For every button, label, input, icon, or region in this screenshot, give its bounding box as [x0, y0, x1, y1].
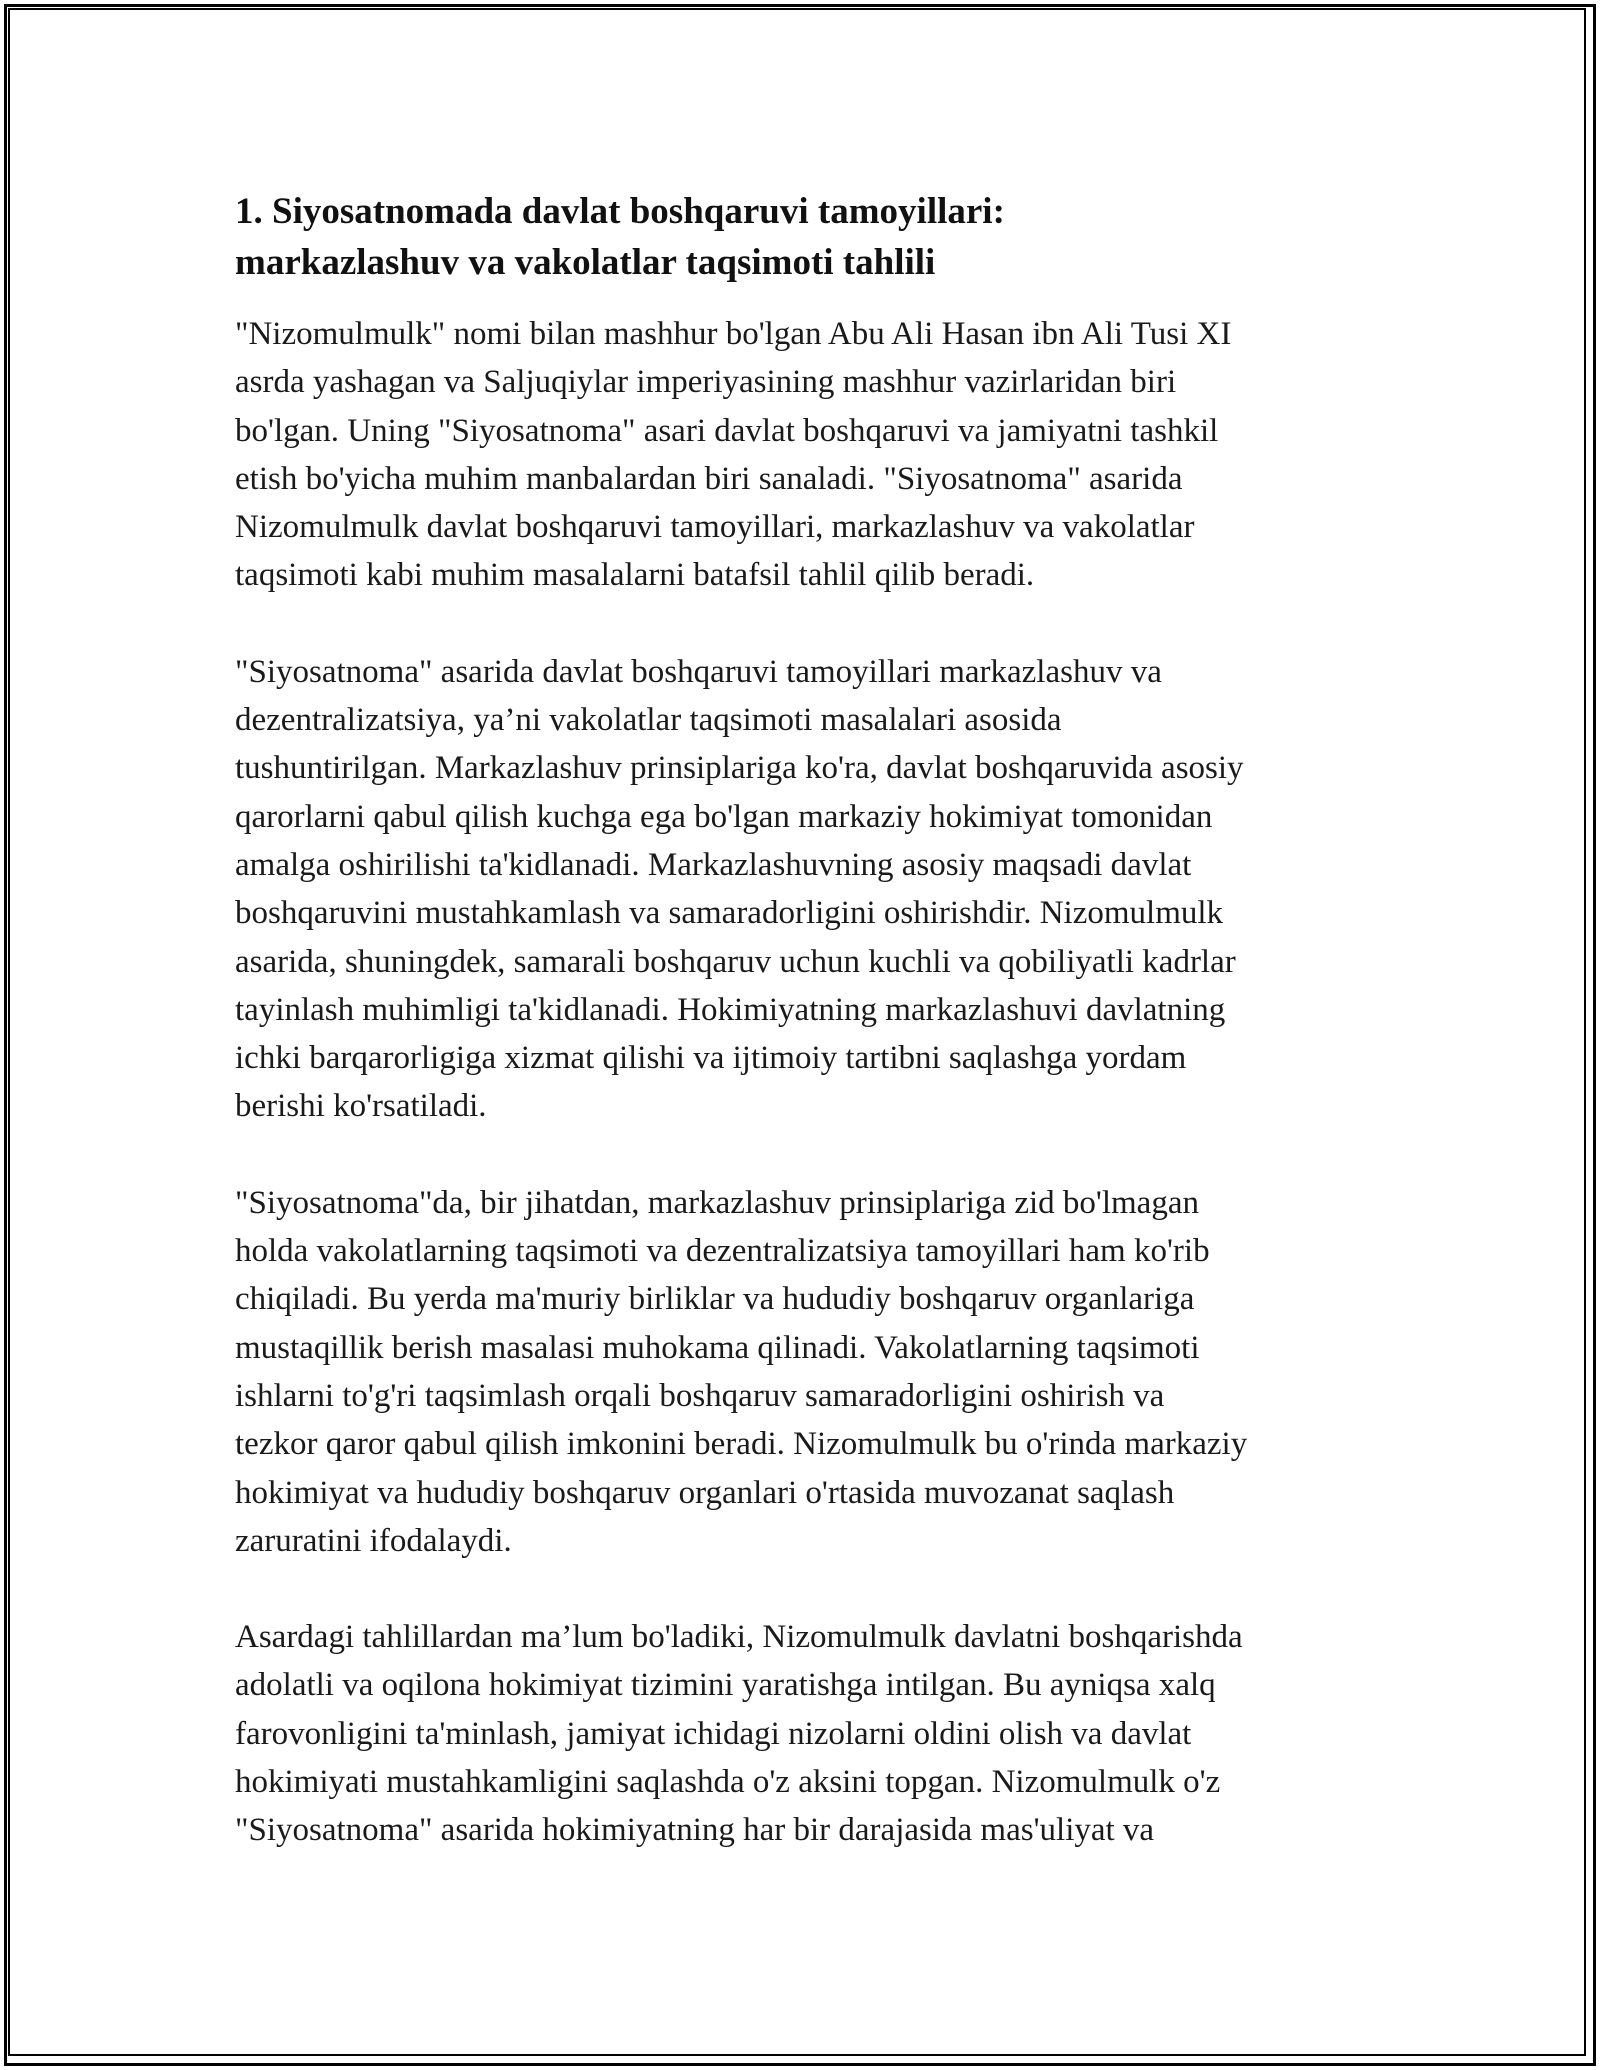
text-line: berishi ko'rsatiladi.	[235, 1088, 487, 1125]
paragraph	[235, 648, 1375, 1131]
text-line: "Siyosatnoma"da, bir jihatdan, markazlashuv prinsiplariga zid bo'lmagan	[235, 1184, 1199, 1221]
text-line: asrda yashagan va Saljuqiylar imperiyasining mashhur vazirlaridan biri	[235, 364, 1177, 401]
heading-line: markazlashuv va vakolatlar taqsimoti tahlili	[235, 242, 936, 283]
text-line: "Nizomulmulk" nomi bilan mashhur bo'lgan Abu Ali Hasan ibn Ali Tusi XI	[235, 316, 1232, 352]
paragraph	[235, 1613, 1375, 1854]
text-line: asarida, shuningdek, samarali boshqaruv uchun kuchli va qobiliyatli kadrlar	[235, 943, 1236, 980]
text-line: bo'lgan. Uning "Siyosatnoma" asari davlat boshqaruvi va jamiyatni tashkil	[235, 412, 1219, 449]
paragraph	[235, 1179, 1375, 1565]
text-line: Nizomulmulk davlat boshqaruvi tamoyillari, markazlashuv va vakolatlar	[235, 509, 1195, 546]
text-line: taqsimoti kabi muhim masalalarni batafsil tahlil qilib beradi.	[235, 557, 1035, 594]
text-line: etish bo'yicha muhim manbalardan biri sanaladi. "Siyosatnoma" asarida	[235, 460, 1183, 497]
text-line: ichki barqarorligiga xizmat qilishi va ijtimoiy tartibni saqlashga yordam	[235, 1040, 1187, 1077]
text-line: qarorlarni qabul qilish kuchga ega bo'lgan markaziy hokimiyat tomonidan	[235, 798, 1213, 835]
text-line: tezkor qaror qabul qilish imkonini beradi. Nizomulmulk bu o'rinda markaziy	[235, 1426, 1248, 1463]
text-line: "Siyosatnoma" asarida davlat boshqaruvi tamoyillari markazlashuv va	[235, 653, 1162, 690]
text-line: tushuntirilgan. Markazlashuv prinsiplariga ko'ra, davlat boshqaruvida asosiy	[235, 750, 1244, 787]
text-line: farovonligini ta'minlash, jamiyat ichidagi nizolarni oldini olish va davlat	[235, 1715, 1192, 1752]
text-line: adolatli va oqilona hokimiyat tizimini yaratishga intilgan. Bu ayniqsa xalq	[235, 1667, 1216, 1704]
text-line: amalga oshirilishi ta'kidlanadi. Markazlashuvning asosiy maqsadi davlat	[235, 846, 1192, 883]
heading-line: 1. Siyosatnomada davlat boshqaruvi tamoyillari:	[235, 191, 1005, 232]
text-line: chiqiladi. Bu yerda ma'muriy birliklar va hududiy boshqaruv organlariga	[235, 1281, 1195, 1318]
section-heading	[235, 186, 1375, 288]
document-body	[235, 186, 1375, 1903]
text-line: zaruratini ifodalaydi.	[235, 1522, 512, 1559]
text-line: boshqaruvini mustahkamlash va samaradorligini oshirishdir. Nizomulmulk	[235, 895, 1224, 932]
text-line: ishlarni to'g'ri taqsimlash orqali boshqaruv samaradorligini oshirish va	[235, 1377, 1165, 1414]
text-line: mustaqillik berish masalasi muhokama qilinadi. Vakolatlarning taqsimoti	[235, 1329, 1200, 1366]
paragraph	[235, 310, 1375, 600]
text-line: holda vakolatlarning taqsimoti va dezentralizatsiya tamoyillari ham ko'rib	[235, 1233, 1210, 1270]
text-line: hokimiyat va hududiy boshqaruv organlari o'rtasida muvozanat saqlash	[235, 1474, 1175, 1511]
text-line: hokimiyati mustahkamligini saqlashda o'z aksini topgan. Nizomulmulk o'z	[235, 1764, 1221, 1801]
text-line: "Siyosatnoma" asarida hokimiyatning har bir darajasida mas'uliyat va	[235, 1812, 1155, 1849]
text-line: tayinlash muhimligi ta'kidlanadi. Hokimiyatning markazlashuvi davlatning	[235, 991, 1226, 1028]
text-line: Asardagi tahlillardan ma’lum bo'ladiki, Nizomulmulk davlatni boshqarishda	[235, 1619, 1243, 1656]
text-line: dezentralizatsiya, ya’ni vakolatlar taqsimoti masalalari asosida	[235, 702, 1062, 739]
